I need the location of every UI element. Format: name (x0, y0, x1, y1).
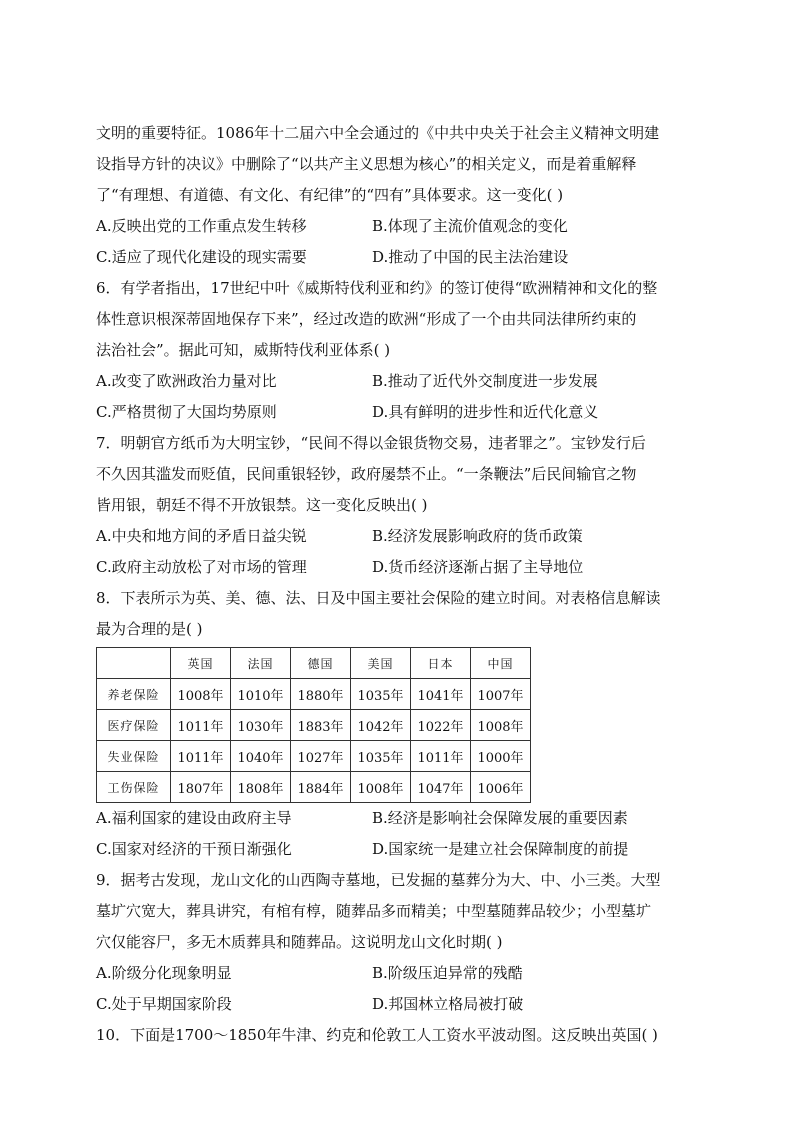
table-cell: 1035年 (351, 741, 411, 772)
q9-options-row (96, 989, 702, 1020)
q5-options-row (96, 211, 702, 242)
table-cell: 1006年 (471, 772, 531, 803)
q8-option-b[interactable]: B.经济是影响社会保障发展的重要因素 (372, 809, 628, 827)
q5-option-c[interactable]: C.适应了现代化建设的现实需要 (96, 248, 307, 266)
q5-stem-line: 文明的重要特征。1086年十二届六中全会通过的《中共中央关于社会主义精神文明建 (96, 124, 660, 142)
question-8 (96, 583, 702, 865)
table-row-header: 医疗保险 (97, 710, 171, 741)
table-cell: 1883年 (291, 710, 351, 741)
q6-option-b[interactable]: B.推动了近代外交制度进一步发展 (372, 372, 598, 390)
table-cell: 1008年 (471, 710, 531, 741)
table-row-header: 工伤保险 (97, 772, 171, 803)
q7-stem-line: 7．明朝官方纸币为大明宝钞，“民间不得以金银货物交易，违者罪之”。宝钞发行后 (96, 434, 646, 452)
table-cell: 1011年 (411, 741, 471, 772)
question-9 (96, 865, 702, 1020)
q8-stem-line: 8．下表所示为英、美、德、法、日及中国主要社会保险的建立时间。对表格信息解读 (96, 589, 661, 607)
q9-stem-line: 9．据考古发现，龙山文化的山西陶寺墓地，已发掘的墓葬分为大、中、小三类。大型 (96, 871, 661, 889)
q6-options-row (96, 397, 702, 428)
table-header-row (97, 648, 531, 679)
q9-options-row (96, 958, 702, 989)
q9-stem-line: 墓圹穴宽大，葬具讲究，有棺有椁，随葬品多而精美；中型墓随葬品较少；小型墓圹 (96, 902, 652, 920)
q8-option-d[interactable]: D.国家统一是建立社会保障制度的前提 (372, 840, 629, 858)
q7-option-c[interactable]: C.政府主动放松了对市场的管理 (96, 558, 307, 576)
table-header-cell: 英国 (171, 648, 231, 679)
table-cell: 1007年 (471, 679, 531, 710)
question-10 (96, 1020, 702, 1051)
table-cell: 1035年 (351, 679, 411, 710)
q5-stem-line: 设指导方针的决议》中删除了“以共产主义思想为核心”的相关定义，而是着重解释 (96, 155, 637, 173)
table-cell: 1807年 (171, 772, 231, 803)
table-cell: 1040年 (231, 741, 291, 772)
q8-option-a[interactable]: A.福利国家的建设由政府主导 (96, 809, 292, 827)
table-cell: 1041年 (411, 679, 471, 710)
table-cell: 1011年 (171, 710, 231, 741)
question-6 (96, 273, 702, 428)
table-row (97, 772, 531, 803)
q9-option-c[interactable]: C.处于早期国家阶段 (96, 995, 232, 1013)
q8-options-row (96, 834, 702, 865)
q9-option-a[interactable]: A.阶级分化现象明显 (96, 964, 232, 982)
q7-option-a[interactable]: A.中央和地方间的矛盾日益尖锐 (96, 527, 307, 545)
table-header-cell: 德国 (291, 648, 351, 679)
q8-option-c[interactable]: C.国家对经济的干预日渐强化 (96, 840, 292, 858)
q9-stem-line: 穴仅能容尸，多无木质葬具和随葬品。这说明龙山文化时期( ) (96, 933, 503, 951)
q7-stem-line: 皆用银，朝廷不得不开放银禁。这一变化反映出( ) (96, 496, 428, 514)
table-row-header: 养老保险 (97, 679, 171, 710)
q9-option-b[interactable]: B.阶级压迫异常的残酷 (372, 964, 523, 982)
table-cell: 1011年 (171, 741, 231, 772)
table-cell: 1047年 (411, 772, 471, 803)
table-cell: 1808年 (231, 772, 291, 803)
table-row (97, 679, 531, 710)
page-content (96, 118, 702, 1051)
table-cell: 1030年 (231, 710, 291, 741)
social-insurance-table (96, 647, 531, 803)
q9-option-d[interactable]: D.邦国林立格局被打破 (372, 995, 524, 1013)
table-cell: 1000年 (471, 741, 531, 772)
question-5 (96, 118, 702, 273)
table-cell: 1884年 (291, 772, 351, 803)
q5-option-b[interactable]: B.体现了主流价值观念的变化 (372, 217, 568, 235)
table-corner-cell (97, 648, 171, 679)
q6-options-row (96, 366, 702, 397)
q7-stem-line: 不久因其滥发而贬值，民间重银轻钞，政府屡禁不止。“一条鞭法”后民间输官之物 (96, 465, 637, 483)
table-cell: 1042年 (351, 710, 411, 741)
q6-option-a[interactable]: A.改变了欧洲政治力量对比 (96, 372, 277, 390)
q7-option-d[interactable]: D.货币经济逐渐占据了主导地位 (372, 558, 584, 576)
q5-stem-line: 了“有理想、有道德、有文化、有纪律”的“四有”具体要求。这一变化( ) (96, 186, 564, 204)
table-cell: 1008年 (171, 679, 231, 710)
q6-option-c[interactable]: C.严格贯彻了大国均势原则 (96, 403, 277, 421)
q6-stem-line: 法治社会”。据此可知，威斯特伐利亚体系( ) (96, 341, 391, 359)
table-header-cell: 日本 (411, 648, 471, 679)
table-header-cell: 法国 (231, 648, 291, 679)
table-cell: 1880年 (291, 679, 351, 710)
q7-option-b[interactable]: B.经济发展影响政府的货币政策 (372, 527, 583, 545)
table-header-cell: 中国 (471, 648, 531, 679)
table-row (97, 741, 531, 772)
table-row (97, 710, 531, 741)
q8-stem-line: 最为合理的是( ) (96, 620, 203, 638)
q5-option-d[interactable]: D.推动了中国的民主法治建设 (372, 248, 569, 266)
q6-stem-line: 体性意识根深蒂固地保存下来”，经过改造的欧洲“形成了一个由共同法律所约束的 (96, 310, 637, 328)
table-row-header: 失业保险 (97, 741, 171, 772)
table-cell: 1022年 (411, 710, 471, 741)
q8-options-row (96, 803, 702, 834)
q6-option-d[interactable]: D.具有鲜明的进步性和近代化意义 (372, 403, 599, 421)
q5-option-a[interactable]: A.反映出党的工作重点发生转移 (96, 217, 307, 235)
q7-options-row (96, 521, 702, 552)
table-cell: 1008年 (351, 772, 411, 803)
q10-stem-line: 10．下面是1700～1850年牛津、约克和伦敦工人工资水平波动图。这反映出英国( ) (96, 1026, 658, 1044)
q6-stem-line: 6．有学者指出，17世纪中叶《威斯特伐利亚和约》的签订使得“欧洲精神和文化的整 (96, 279, 658, 297)
question-7 (96, 428, 702, 583)
table-cell: 1027年 (291, 741, 351, 772)
q7-options-row (96, 552, 702, 583)
q5-options-row (96, 242, 702, 273)
table-cell: 1010年 (231, 679, 291, 710)
table-header-cell: 美国 (351, 648, 411, 679)
